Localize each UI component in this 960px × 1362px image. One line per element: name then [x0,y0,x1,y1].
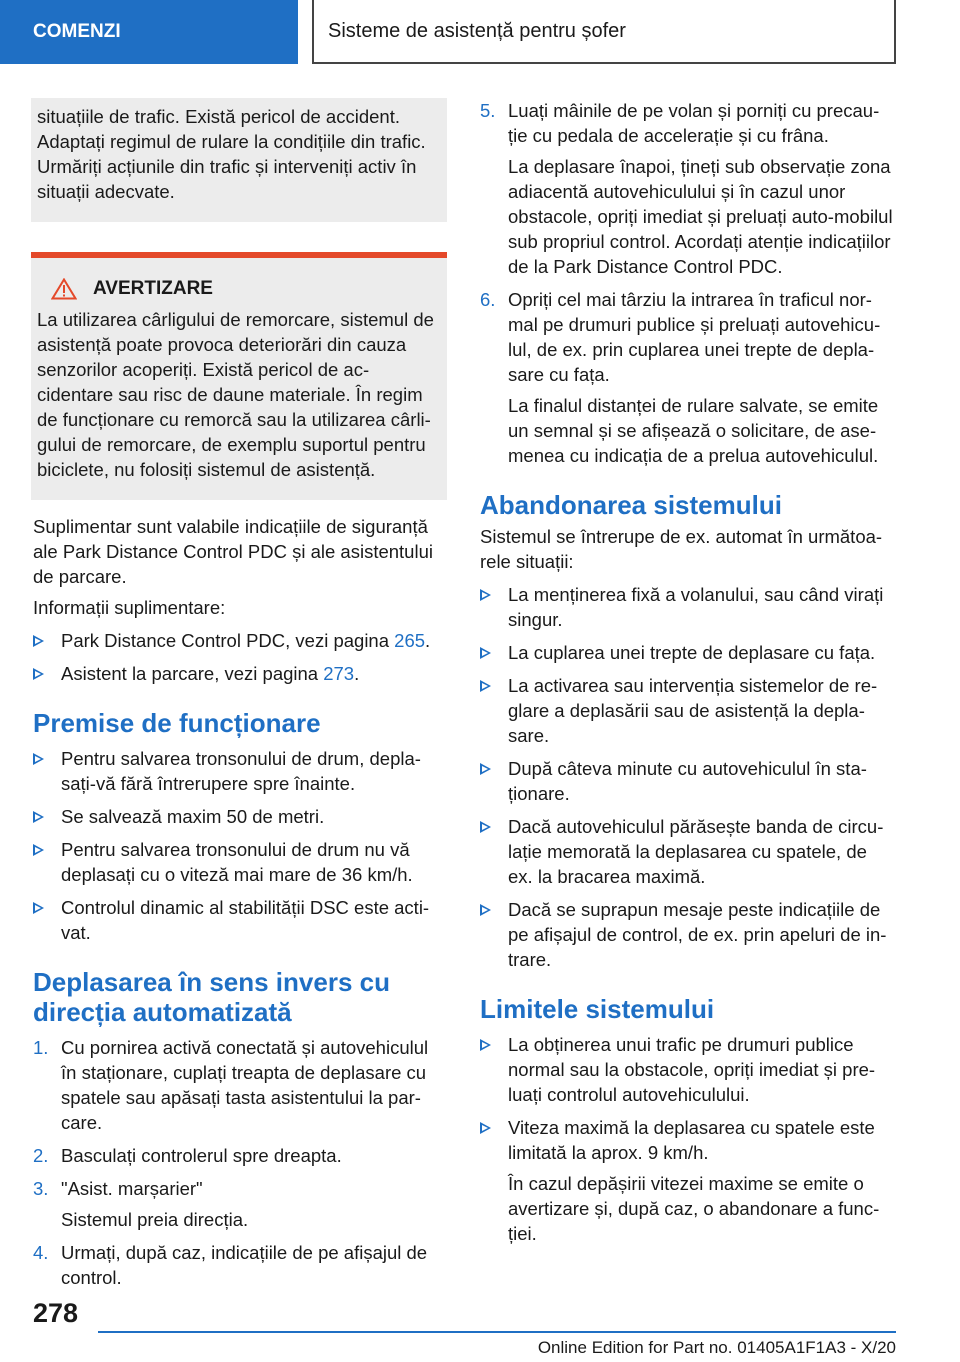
list-item: Se salvează maxim 50 de metri. [33,804,447,829]
heading-deplasare: Deplasarea în sens invers cu direcția automatizată [33,967,390,1027]
list-item: Pentru salvarea tronsonului de drum, depla-sați-vă fără întrerupere spre înainte. [33,746,447,796]
list-item: Asistent la parcare, vezi pagina 273. [33,661,447,686]
list-note: În cazul depășirii vitezei maxime se emite o avertizare și, după caz, o abandonare a func-ției. [508,1173,880,1244]
list-item: Controlul dinamic al stabilității DSC este acti-vat. [33,895,447,945]
bullet-arrow-icon [480,680,491,692]
bullet-arrow-icon [33,902,44,914]
list-item: După câteva minute cu autovehiculul în sta-ționare. [480,756,895,806]
bullet-arrow-icon [33,753,44,765]
step-note: La finalul distanței de rulare salvate, se emite un semnal și se afișează o solicitare, de ase-menea cu indicația de a prelua autovehiculul. [508,395,879,466]
paragraph-safety: Suplimentar sunt valabile indicațiile de siguranță ale Park Distance Control PDC și ale asistentului de parcare. [33,516,433,587]
bullet-arrow-icon [480,1122,491,1134]
abandon-intro: Sistemul se întrerupe de ex. automat în următoa-rele situații: [480,526,883,572]
footer-edition: Online Edition for Part no. 01405A1F1A3 - X/20 [537,1338,896,1357]
section-tab [0,0,298,64]
heading-limite: Limitele sistemului [480,994,715,1024]
warning-triangle-icon [51,278,77,300]
abandon-list [480,582,895,972]
bullet-arrow-icon [480,821,491,833]
bullet-arrow-icon [480,1039,491,1051]
bullet-arrow-icon [480,647,491,659]
right-column [480,98,895,1246]
chapter-header [312,0,896,64]
bullet-arrow-icon [33,635,44,647]
bullet-arrow-icon [33,811,44,823]
page-number: 278 [33,1298,79,1328]
bullet-arrow-icon [480,589,491,601]
notice-box [31,98,447,222]
heading-premise: Premise de funcționare [33,708,321,738]
list-item: Pentru salvarea tronsonului de drum nu vă deplasați cu o viteză mai mare de 36 km/h. [33,837,447,887]
warning-box [31,252,447,500]
steps-list-left [33,1035,447,1290]
list-item: Park Distance Control PDC, vezi pagina 265. [33,628,447,653]
step-item: 1. Cu pornirea activă conectată și autovehiculul în staționare, cuplați treapta de deplasare cu spatele sau apăsați tasta asistentului la par-care. [33,1037,429,1133]
notice-text: situațiile de trafic. Există pericol de accident. Adaptați regimul de rulare la condițiile din trafic. Urmăriți acțiunile din trafic și interveniți activ în situații adecvate. [37,106,426,202]
list-item: Dacă autovehiculul părăsește banda de circu-lație memorată la deplasarea cu spatele, de ex. la bracarea maximă. [480,814,895,889]
step-item: 6. Opriți cel mai târziu la intrarea în traficul nor-mal pe drumuri publice și preluați autovehicu-lul, de ex. prin cuplarea unei trepte de depla-sare cu fața. La finalul distanței de rulare salvate, se emite un semnal și se afișează o solicitare, de ase-menea cu indicația de a prelua autovehiculul. [480,287,895,468]
limite-list [480,1032,895,1246]
list-item: La obținerea unui trafic pe drumuri publice normal sau la obstacole, opriți imediat și pre-luați controlul autovehiculului. [480,1032,895,1107]
warning-text: La utilizarea cârligului de remorcare, sistemul de asistență poate provoca deteriorări din cauza senzorilor acoperiți. Există pericol de ac-cidentare sau risc de daune materiale. În regim de funcționare cu remorcă sau la utilizarea cârli-gului de remorcare, de exemplu suportul pentru biciclete, nu folosiți sistemul de asistență. [37,309,434,480]
section-title: COMENZI [33,21,121,42]
step-item: 3. "Asist. marșarier" Sistemul preia direcția. [33,1176,447,1232]
footer-rule [98,1331,896,1333]
premise-list [33,746,447,945]
bullet-arrow-icon [33,844,44,856]
step-item: 5. Luați mâinile de pe volan și porniți cu precau-ție cu pedala de accelerație și cu frâna. La deplasare înapoi, țineți sub observație zona adiacentă autovehiculului și în cazul unor obstacole, opriți imediat și preluați auto-mobilul sub propriul control. Acordați atenție indicațiilor de la Park Distance Control PDC. [480,98,895,279]
step-item: 4. Urmați, după caz, indicațiile de pe afișajul de control. [33,1242,428,1288]
list-item: La activarea sau intervenția sistemelor de re-glare a deplasării sau de asistență la depla-sare. [480,673,895,748]
list-item: La cuplarea unei trepte de deplasare cu fața. [480,640,895,665]
list-item: Viteza maximă la deplasarea cu spatele este limitată la aprox. 9 km/h. În cazul depășirii vitezei maxime se emite o avertizare și, după caz, o abandonare a func-ției. [480,1115,895,1246]
bullet-arrow-icon [33,668,44,680]
step-note: La deplasare înapoi, țineți sub observație zona adiacentă autovehiculului și în cazul unor obstacole, opriți imediat și preluați auto-mobilul sub propriul control. Acordați atenție indicațiilor de la Park Distance Control PDC. [508,156,893,277]
list-item: La menținerea fixă a volanului, sau când virați singur. [480,582,895,632]
bullet-arrow-icon [480,904,491,916]
list-item: Dacă se suprapun mesaje peste indicațiile de pe afișajul de control, de ex. prin apeluri de in-trare. [480,897,895,972]
step-item: 2. Basculați controlerul spre dreapta. [33,1145,342,1166]
warning-title: AVERTIZARE [93,278,213,299]
heading-abandon: Abandonarea sistemului [480,490,782,520]
chapter-title: Sisteme de asistență pentru șofer [328,19,626,42]
info-list [33,628,447,686]
bullet-arrow-icon [480,763,491,775]
warning-heading [37,276,441,301]
page-link-273[interactable]: 273 [323,663,355,684]
page-link-265[interactable]: 265 [394,630,426,651]
paragraph-info: Informații suplimentare: [33,597,226,618]
steps-list-right [480,98,895,468]
left-column [33,98,447,1290]
step-note: Sistemul preia direcția. [61,1209,249,1230]
